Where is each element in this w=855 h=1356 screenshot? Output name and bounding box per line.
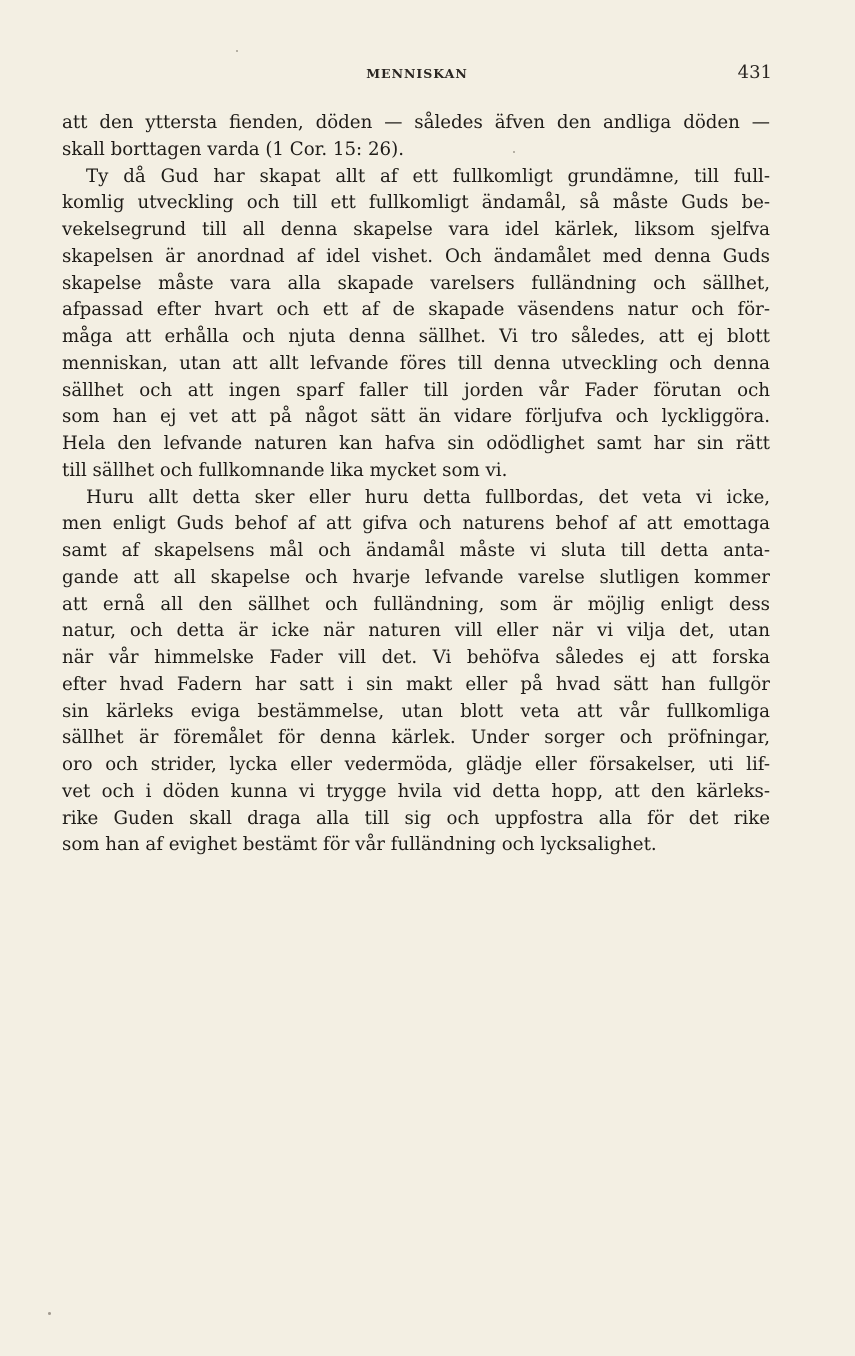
paper-speck	[48, 1312, 51, 1315]
text-line: att ernå all den sällhet och fulländning, som är möjlig enligt dess	[62, 593, 770, 615]
paper-speck	[236, 50, 238, 52]
text-line: men enligt Guds behof af att gifva och naturens behof af att emottaga	[62, 513, 770, 535]
text-line: skapelse måste vara alla skapade varelsers fulländning och sällhet,	[62, 272, 770, 294]
text-line: oro och strider, lycka eller vedermöda, glädje eller försakelser, uti lif-	[62, 754, 770, 775]
text-line: afpassad efter hvart och ett af de skapade väsendens natur och för-	[62, 299, 770, 321]
text-line: menniskan, utan att allt lefvande föres till denna utveckling och denna	[62, 352, 770, 374]
text-line: gande att all skapelse och hvarje lefvande varelse slutligen kommer	[62, 566, 770, 588]
text-line: sällhet är föremålet för denna kärlek. Under sorger och pröfningar,	[62, 727, 770, 749]
text-line: vekelsegrund till all denna skapelse vara idel kärlek, liksom sjelfva	[62, 219, 770, 240]
text-line: sin kärleks eviga bestämmelse, utan blott veta att vår fullkomliga	[62, 700, 770, 722]
paper-speck	[513, 151, 515, 153]
page-number: 431	[737, 62, 772, 83]
text-line: samt af skapelsens mål och ändamål måste vi sluta till detta anta-	[62, 540, 770, 561]
text-line: skall borttagen varda (1 Cor. 15: 26).	[62, 138, 404, 160]
text-line: när vår himmelske Fader vill det. Vi behöfva således ej att forska	[62, 647, 770, 668]
text-line: vet och i döden kunna vi trygge hvila vid detta hopp, att den kärleks-	[62, 780, 770, 802]
paragraph-first-line: Huru allt detta sker eller huru detta fullbordas, det veta vi icke,	[86, 486, 770, 508]
paragraph-first-line: Ty då Gud har skapat allt af ett fullkomligt grundämne, till full-	[86, 165, 770, 187]
text-line: sällhet och att ingen sparf faller till jorden vår Fader förutan och	[62, 379, 770, 401]
text-line: Hela den lefvande naturen kan hafva sin odödlighet samt har sin rätt	[62, 433, 770, 454]
text-line: måga att erhålla och njuta denna sällhet. Vi tro således, att ej blott	[62, 326, 770, 347]
body-text	[62, 110, 770, 859]
text-line: rike Guden skall draga alla till sig och uppfostra alla för det rike	[62, 807, 770, 829]
running-title: MENNISKAN	[366, 66, 468, 81]
text-line: att den yttersta fienden, döden — således äfven den andliga döden —	[62, 112, 770, 133]
text-line: natur, och detta är icke när naturen vill eller när vi vilja det, utan	[62, 620, 770, 642]
text-line: komlig utveckling och till ett fullkomligt ändamål, så måste Guds be-	[62, 192, 770, 214]
text-line: skapelsen är anordnad af idel vishet. Och ändamålet med denna Guds	[62, 245, 770, 267]
text-line: som han af evighet bestämt för vår fulländning och lycksalighet.	[62, 834, 657, 856]
text-line: till sällhet och fullkomnande lika mycket som vi.	[62, 459, 508, 481]
text-line: som han ej vet att på något sätt än vidare förljufva och lyckliggöra.	[62, 406, 770, 428]
text-line: efter hvad Fadern har satt i sin makt eller på hvad sätt han fullgör	[62, 673, 770, 695]
running-head	[62, 62, 772, 86]
